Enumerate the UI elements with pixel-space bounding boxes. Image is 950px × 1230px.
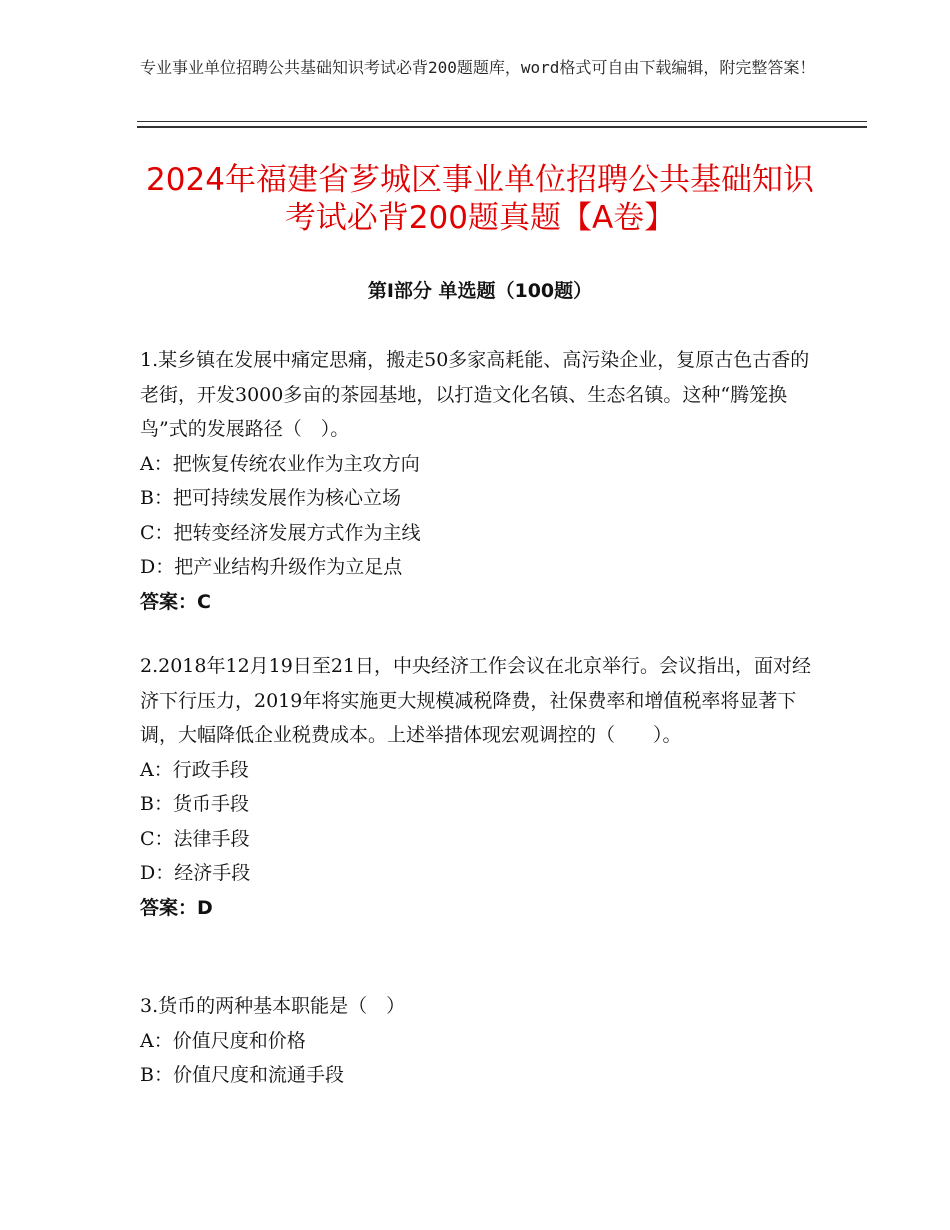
option-b: B：货币手段 xyxy=(140,793,249,815)
option-d: D：把产业结构升级作为立足点 xyxy=(140,556,403,578)
question-stem: 3.货币的两种基本职能是（ ） xyxy=(140,995,406,1017)
option-b: B：把可持续发展作为核心立场 xyxy=(140,487,401,509)
question-block xyxy=(140,343,820,619)
question-stem: 2.2018年12月19日至21日，中央经济工作会议在北京举行。会议指出，面对经济下行压力，2019年将实施更大规模减税降费，社保费率和增值税率将显著下调，大幅降低企业税费成本。上述举措体现宏观调控的（ ）。 xyxy=(140,655,812,746)
header-divider xyxy=(137,121,867,128)
option-d: D：经济手段 xyxy=(140,862,251,884)
question-block xyxy=(140,989,820,1093)
option-c: C：法律手段 xyxy=(140,827,250,850)
option-a: A：把恢复传统农业作为主攻方向 xyxy=(140,452,420,475)
answer-line: 答案：D xyxy=(140,896,213,919)
option-c: C：把转变经济发展方式作为主线 xyxy=(140,521,421,544)
document-title: 2024年福建省芗城区事业单位招聘公共基础知识考试必背200题真题【A卷】 xyxy=(146,162,814,236)
question-stem: 1.某乡镇在发展中痛定思痛，搬走50多家高耗能、高污染企业，复原古色古香的老街，开发3000多亩的茶园基地，以打造文化名镇、生态名镇。这种“腾笼换鸟”式的发展路径（ ）。 xyxy=(140,349,810,440)
option-a: A：价值尺度和价格 xyxy=(140,1029,306,1052)
answer-line: 答案：C xyxy=(140,590,211,613)
header-note: 专业事业单位招聘公共基础知识考试必背200题题库，word格式可自由下载编辑，附完整答案！ xyxy=(140,58,816,77)
section-title: 第Ⅰ部分 单选题（100题） xyxy=(367,280,593,302)
option-a: A：行政手段 xyxy=(140,758,249,781)
question-block xyxy=(140,649,820,925)
option-b: B：价值尺度和流通手段 xyxy=(140,1064,344,1086)
